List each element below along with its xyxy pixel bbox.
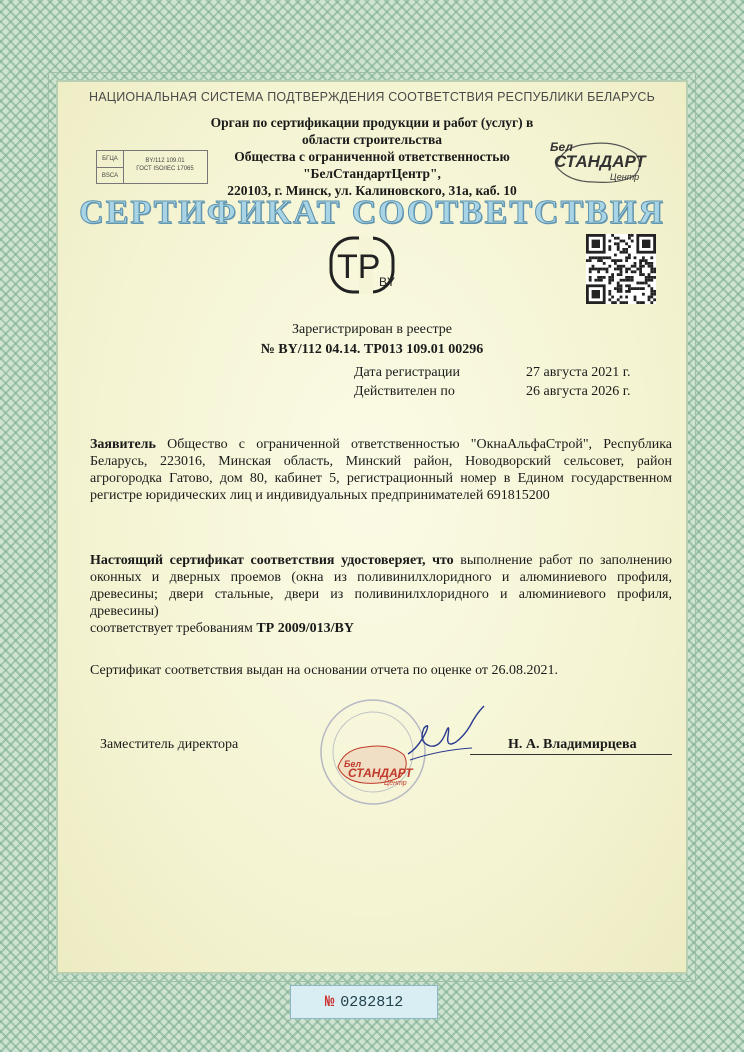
seal-standart: СТАНДАРТ xyxy=(348,766,413,780)
valid-until-label: Действителен по xyxy=(354,384,455,399)
seal-center: Центр xyxy=(384,780,407,787)
registry-number: № BY/112 04.14. ТР013 109.01 00296 xyxy=(260,342,484,357)
requirement-value: ТР 2009/013/BY xyxy=(256,621,354,636)
valid-until-value: 26 августа 2026 г. xyxy=(526,384,631,399)
org-line: области строительства xyxy=(301,132,443,147)
applicant-text: Общество с ограниченной ответственностью "ОкнаАльфаСтрой", Республика Беларусь, 223016, Минская область, Минский район, Новодворский сельсовет, район агрогородка Гатово, дом 80, кабинет 5, регистрационный номер в Едином государственном регистре юридических лиц и индивидуальных предпринимателей 691815200 xyxy=(90,437,672,503)
org-line: 220103, г. Минск, ул. Калиновского, 31а, каб. 10 xyxy=(227,183,517,198)
org-line: Орган по сертификации продукции и работ (услуг) в xyxy=(210,115,534,130)
basis-statement: Сертификат соответствия выдан на основании отчета по оценке от 26.08.2021. xyxy=(90,663,559,678)
tr-mark-by: BY xyxy=(379,275,396,289)
certifies-text: выполнение работ по заполнению оконных и дверных проемов (окна из поливинилхлоридного и алюминиевого профиля, древесины; двери стальные, двери из поливинилхлоридного и алюминиевого профиля, древесины) xyxy=(90,553,672,619)
accreditation-label-bottom: BSCA xyxy=(101,173,119,179)
seal-bel: Бел xyxy=(344,759,362,769)
qr-code-icon[interactable] xyxy=(586,234,656,304)
certificate-title: СЕРТИФИКАТ СООТВЕТСТВИЯ xyxy=(79,194,665,231)
brand-center: Центр xyxy=(610,172,640,182)
serial-prefix: № xyxy=(324,993,335,1011)
tr-mark-text: ТР xyxy=(337,248,381,286)
brand-standart: СТАНДАРТ xyxy=(554,152,646,171)
certifies-lead: Настоящий сертификат соответствия удостоверяет, что xyxy=(90,553,454,568)
serial-number-box xyxy=(290,985,438,1019)
registry-label: Зарегистрирован в реестре xyxy=(292,322,452,337)
tr-by-mark xyxy=(329,236,401,294)
signatory-name: Н. А. Владимирцева xyxy=(508,737,637,752)
belstandart-logo xyxy=(548,136,648,188)
org-line: Общества с ограниченной ответственностью xyxy=(234,149,510,164)
requirement-prefix: соответствует требованиям xyxy=(90,621,257,636)
registration-date-value: 27 августа 2021 г. xyxy=(526,365,631,380)
certification-body-block xyxy=(150,114,594,199)
handwritten-signature xyxy=(400,702,490,772)
registration-date-label: Дата регистрации xyxy=(354,365,461,380)
accreditation-mark xyxy=(96,150,208,184)
signature-line xyxy=(470,754,672,755)
national-system-line: НАЦИОНАЛЬНАЯ СИСТЕМА ПОДТВЕРЖДЕНИЯ СООТВЕТСТВИЯ РЕСПУБЛИКИ БЕЛАРУСЬ xyxy=(89,90,655,104)
applicant-label: Заявитель xyxy=(90,437,156,452)
signatory-position: Заместитель директора xyxy=(100,737,239,752)
applicant-paragraph xyxy=(90,436,672,504)
serial-number: 0282812 xyxy=(340,994,404,1011)
accreditation-label-top: БГЦА xyxy=(97,151,123,168)
brand-bel: Бел xyxy=(550,140,573,154)
accreditation-number: BY/112 109.01 xyxy=(145,158,185,164)
org-line: "БелСтандартЦентр", xyxy=(303,166,441,181)
certifies-paragraph xyxy=(90,552,672,637)
accreditation-standard: ГОСТ ISO/IEC 17065 xyxy=(136,166,194,172)
